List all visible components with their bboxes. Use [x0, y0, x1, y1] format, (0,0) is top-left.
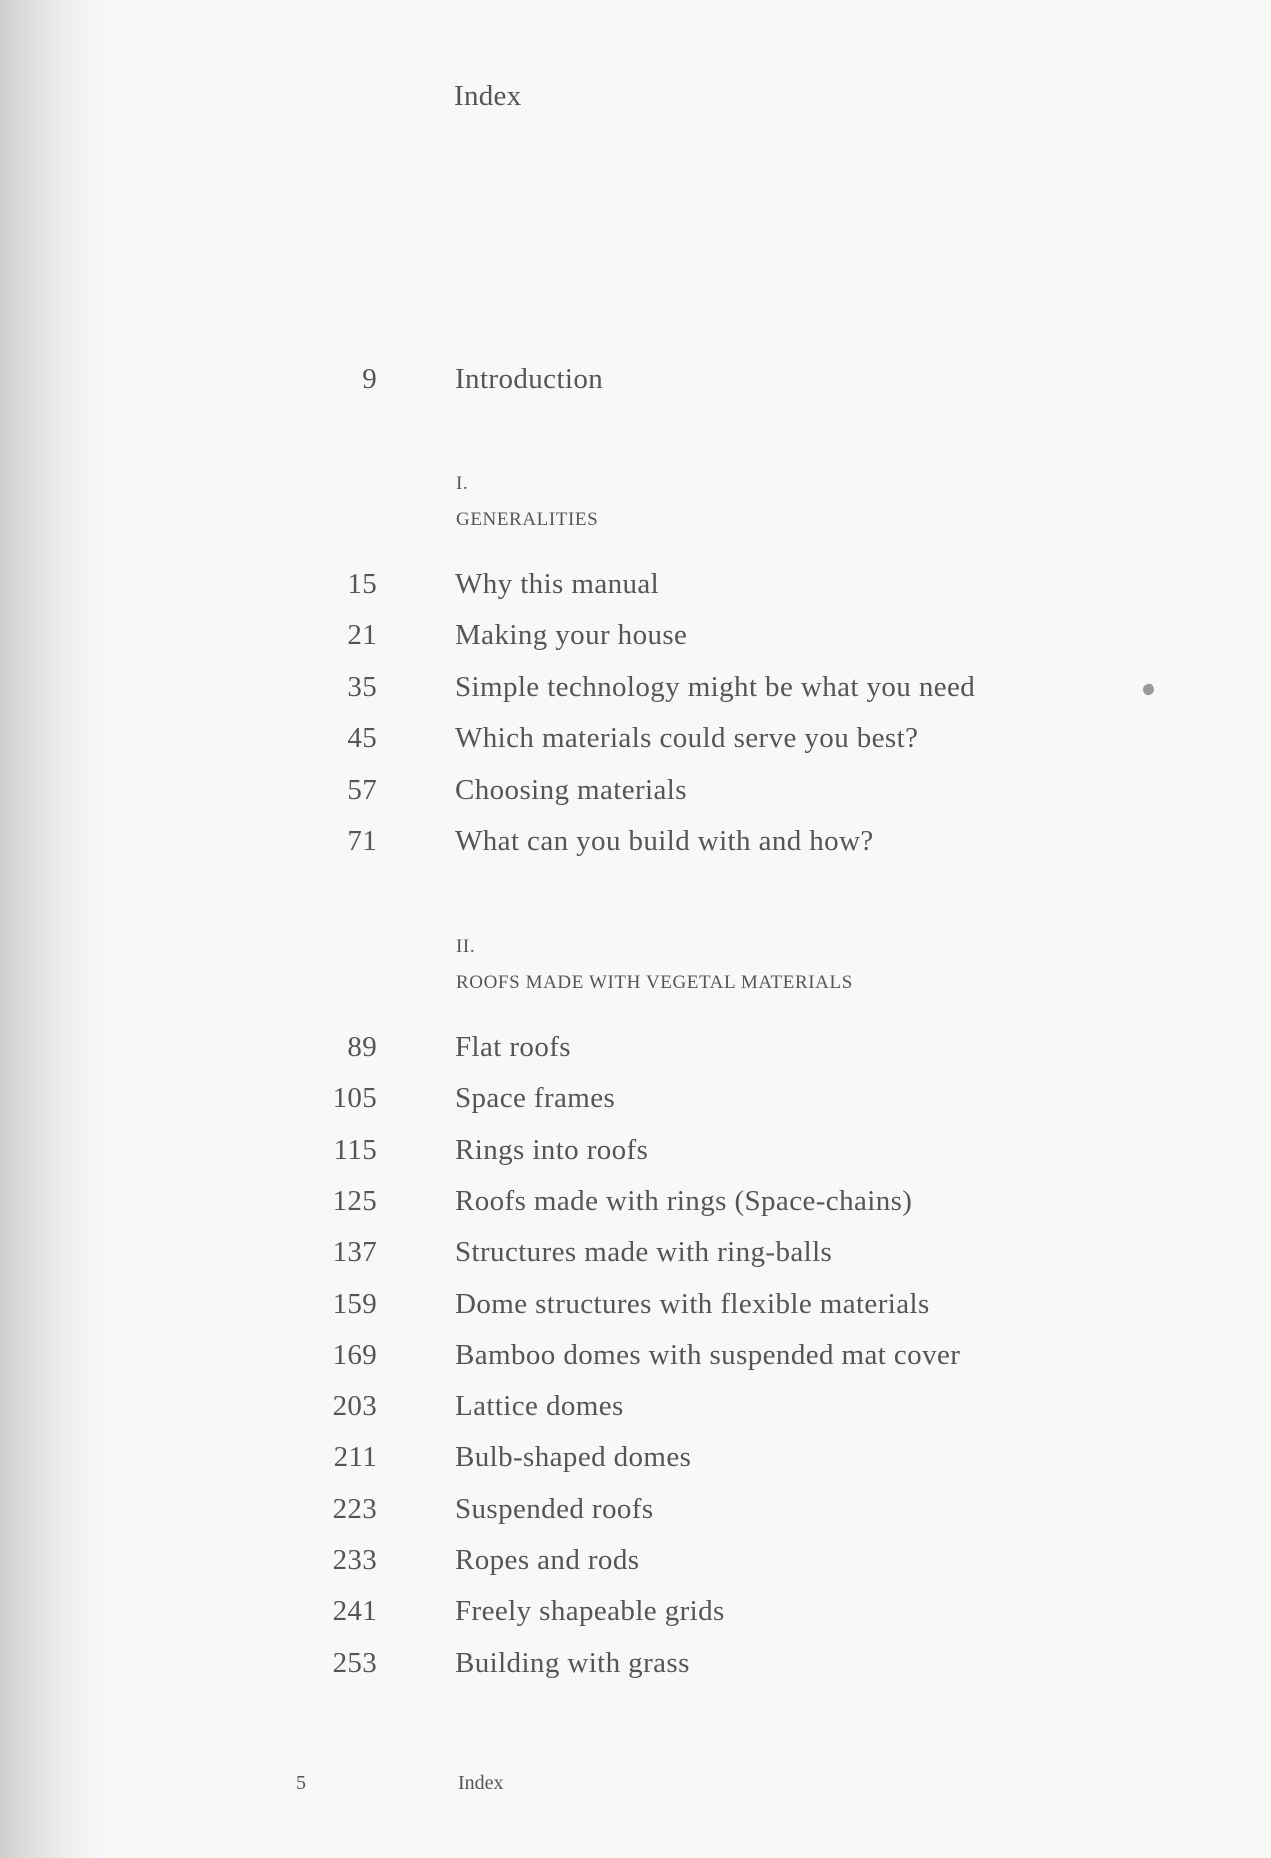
toc-entry-title: Making your house — [455, 619, 688, 651]
toc-entry-title: Structures made with ring-balls — [455, 1236, 833, 1268]
toc-entry-title: Rings into roofs — [455, 1134, 649, 1166]
toc-page-number: 57 — [347, 774, 377, 806]
toc-page-number: 137 — [332, 1236, 377, 1268]
toc-page-number: 125 — [332, 1185, 377, 1217]
footer-running-title: Index — [458, 1772, 504, 1794]
toc-entry-title: Introduction — [455, 363, 604, 395]
toc-page-number: 15 — [347, 568, 377, 600]
toc-entry-title: Space frames — [455, 1082, 616, 1114]
toc-entry-title: Building with grass — [455, 1647, 690, 1679]
toc-entry-title: Ropes and rods — [455, 1544, 640, 1576]
toc-entry-title: Bamboo domes with suspended mat cover — [455, 1339, 961, 1371]
toc-entry-title: Why this manual — [455, 568, 660, 600]
toc-entry-title: Lattice domes — [455, 1390, 624, 1422]
toc-entry-title: Roofs made with rings (Space-chains) — [455, 1185, 913, 1217]
toc-page-number: 169 — [332, 1339, 377, 1371]
toc-page-number: 89 — [347, 1031, 377, 1063]
toc-entry-title: Freely shapeable grids — [455, 1595, 725, 1627]
toc-page-number: 203 — [332, 1390, 377, 1422]
toc-page-number: 21 — [347, 619, 377, 651]
toc-page-number: 241 — [332, 1595, 377, 1627]
section-numeral: II. — [456, 936, 476, 957]
toc-entry-title: Flat roofs — [455, 1031, 571, 1063]
toc-entry-title: What can you build with and how? — [455, 825, 874, 857]
toc-entry-title: Choosing materials — [455, 774, 687, 806]
toc-entry-title: Suspended roofs — [455, 1493, 654, 1525]
toc-page-number: 233 — [332, 1544, 377, 1576]
toc-page-number: 9 — [362, 363, 377, 395]
toc-entry-title: Simple technology might be what you need — [455, 671, 976, 703]
toc-page-number: 115 — [333, 1134, 377, 1166]
toc-page-number: 223 — [332, 1493, 377, 1525]
toc-page-number: 45 — [347, 722, 377, 754]
toc-page-number: 159 — [332, 1288, 377, 1320]
toc-page-number: 105 — [332, 1082, 377, 1114]
toc-page-number: 253 — [332, 1647, 377, 1679]
footer-page-number: 5 — [296, 1772, 306, 1794]
section-numeral: I. — [456, 473, 469, 494]
page-title: Index — [454, 80, 522, 112]
section-title: ROOFS MADE WITH VEGETAL MATERIALS — [456, 972, 853, 993]
toc-page-number: 35 — [347, 671, 377, 703]
toc-page-number: 211 — [333, 1441, 377, 1473]
toc-page-number: 71 — [347, 825, 377, 857]
toc-entry-title: Dome structures with flexible materials — [455, 1288, 930, 1320]
toc-entry-title: Which materials could serve you best? — [455, 722, 919, 754]
ink-blot-mark — [1141, 682, 1155, 696]
toc-entry-title: Bulb-shaped domes — [455, 1441, 692, 1473]
section-title: GENERALITIES — [456, 509, 599, 530]
